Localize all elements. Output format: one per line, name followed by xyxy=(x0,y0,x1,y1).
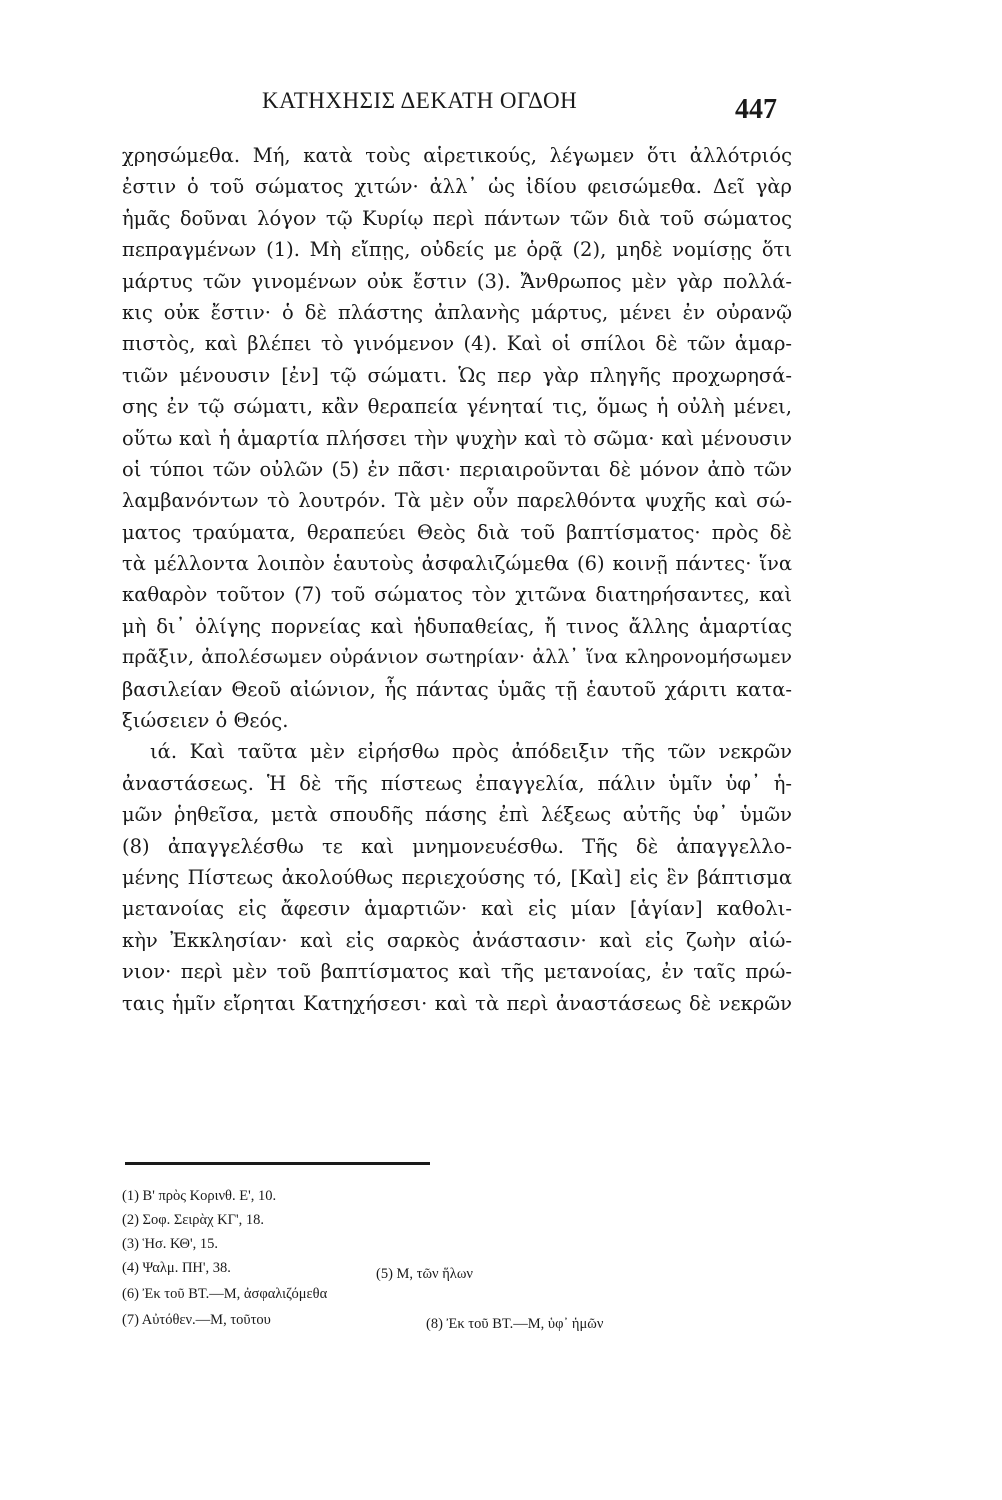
text-line: ταις ἡμῖν εἴρηται Κατηχήσεσι· καὶ τὰ περὶ ἀναστάσεως δὲ νεκρῶν xyxy=(122,991,792,1015)
footnote-6: (6) Ἐκ τοῦ ΒΤ.—Μ, ἀσφαλιζόμεθα xyxy=(122,1286,328,1302)
text-line: κὴν Ἐκκλησίαν· καὶ εἰς σαρκὸς ἀνάστασιν· καὶ εἰς ζωὴν αἰώ- xyxy=(122,928,792,952)
footnote-7: (7) Αὐτόθεν.—Μ, τοῦτου xyxy=(122,1312,271,1328)
text-line: μάρτυς τῶν γινομένων οὐκ ἔστιν (3). Ἄνθρωπος μὲν γὰρ πολλά- xyxy=(122,269,792,293)
text-line: πιστὸς, καὶ βλέπει τὸ γινόμενον (4). Καὶ οἱ σπίλοι δὲ τῶν ἁμαρ- xyxy=(122,332,792,356)
page-number: 447 xyxy=(735,94,777,125)
text-line: λαμβανόντων τὸ λουτρόν. Τὰ μὲν οὖν παρελθόντα ψυχῆς καὶ σώ- xyxy=(122,489,792,513)
footnotes xyxy=(0,1186,1002,1386)
text-line: οἱ τύποι τῶν οὐλῶν (5) ἐν πᾶσι· περιαιροῦνται δὲ μόνον ἀπὸ τῶν xyxy=(122,457,792,481)
text-line: τιῶν μένουσιν [ἐν] τῷ σώματι. Ὡς περ γὰρ πληγῆς προχωρησά- xyxy=(122,363,792,387)
text-line: ἀναστάσεως. Ἡ δὲ τῆς πίστεως ἐπαγγελία, πάλιν ὑμῖν ὑφ᾽ ἡ- xyxy=(122,771,792,795)
text-line: οὕτω καὶ ἡ ἁμαρτία πλήσσει τὴν ψυχὴν καὶ τὸ σῶμα· καὶ μένουσιν xyxy=(122,426,792,450)
footnote-2: (2) Σοφ. Σειρὰχ ΚΓ', 18. xyxy=(122,1212,265,1228)
footnote-8: (8) Ἐκ τοῦ ΒΤ.—Μ, ὑφ᾽ ἡμῶν xyxy=(426,1316,604,1332)
body-text xyxy=(122,140,792,1019)
text-line: μὴ δι᾽ ὀλίγης πορνείας καὶ ἡδυπαθείας, ἤ τινος ἄλλης ἁμαρτίας xyxy=(122,614,792,638)
text-line: τὰ μέλλοντα λοιπὸν ἑαυτοὺς ἀσφαλιζώμεθα (6) κοινῇ πάντες· ἵνα xyxy=(122,552,792,576)
text-line: (8) ἀπαγγελέσθω τε καὶ μνημονευέσθω. Τῆς δὲ ἀπαγγελλο- xyxy=(122,834,792,858)
text-line: ξιώσειεν ὁ Θεός. xyxy=(122,709,289,733)
footnote-3: (3) Ἡσ. ΚΘ', 15. xyxy=(122,1236,218,1252)
text-line: πεπραγμένων (1). Μὴ εἴπῃς, οὐδείς με ὁρᾷ (2), μηδὲ νομίσῃς ὅτι xyxy=(122,238,792,262)
footnote-rule xyxy=(125,1162,430,1165)
text-line: ματος τραύματα, θεραπεύει Θεὸς διὰ τοῦ βαπτίσματος· πρὸς δὲ xyxy=(122,520,792,544)
text-line: χρησώμεθα. Μή, κατὰ τοὺς αἱρετικούς, λέγωμεν ὅτι ἀλλότριός xyxy=(122,144,792,167)
text-line: νιον· περὶ μὲν τοῦ βαπτίσματος καὶ τῆς μετανοίας, ἐν ταῖς πρώ- xyxy=(122,960,792,984)
footnote-5: (5) Μ, τῶν ἥλων xyxy=(376,1266,473,1282)
text-line: ἡμᾶς δοῦναι λόγον τῷ Κυρίῳ περὶ πάντων τῶν διὰ τοῦ σώματος xyxy=(122,206,792,230)
text-line: σης ἐν τῷ σώματι, κἂν θεραπεία γένηταί τις, ὅμως ἡ οὐλὴ μένει, xyxy=(122,395,792,419)
text-line: καθαρὸν τοῦτον (7) τοῦ σώματος τὸν χιτῶνα διατηρήσαντες, καὶ xyxy=(122,583,792,607)
text-line: πρᾶξιν, ἀπολέσωμεν οὐράνιον σωτηρίαν· ἀλλ᾽ ἵνα κληρονομήσωμεν xyxy=(122,646,792,669)
text-line: μετανοίας εἰς ἄφεσιν ἁμαρτιῶν· καὶ εἰς μίαν [ἁγίαν] καθολι- xyxy=(122,897,792,921)
text-line: μῶν ῥηθεῖσα, μετὰ σπουδῆς πάσης ἐπὶ λέξεως αὐτῆς ὑφ᾽ ὑμῶν xyxy=(122,803,792,827)
text-line: βασιλείαν Θεοῦ αἰώνιον, ἧς πάντας ὑμᾶς τῇ ἑαυτοῦ χάριτι κατα- xyxy=(122,677,792,701)
running-head: ΚΑΤΗΧΗΣΙΣ ΔΕΚΑΤΗ ΟΓΔΟΗ xyxy=(262,88,578,113)
paragraph-start-line: ιά. Καὶ ταῦτα μὲν εἰρήσθω πρὸς ἀπόδειξιν τῆς τῶν νεκρῶν xyxy=(150,740,792,764)
text-line: μένης Πίστεως ἀκολούθως περιεχούσης τό, [Καὶ] εἰς ἓν βάπτισμα xyxy=(122,865,792,889)
text-line: κις οὐκ ἔστιν· ὁ δὲ πλάστης ἀπλανὴς μάρτυς, μένει ἐν οὐρανῷ xyxy=(122,300,792,324)
footnote-1: (1) Β' πρὸς Κορινθ. Ε', 10. xyxy=(122,1188,277,1204)
footnote-4: (4) Ψαλμ. ΠΗ', 38. xyxy=(122,1260,231,1276)
text-line: ἐστιν ὁ τοῦ σώματος χιτών· ἀλλ᾽ ὡς ἰδίου φεισώμεθα. Δεῖ γὰρ xyxy=(122,175,792,199)
